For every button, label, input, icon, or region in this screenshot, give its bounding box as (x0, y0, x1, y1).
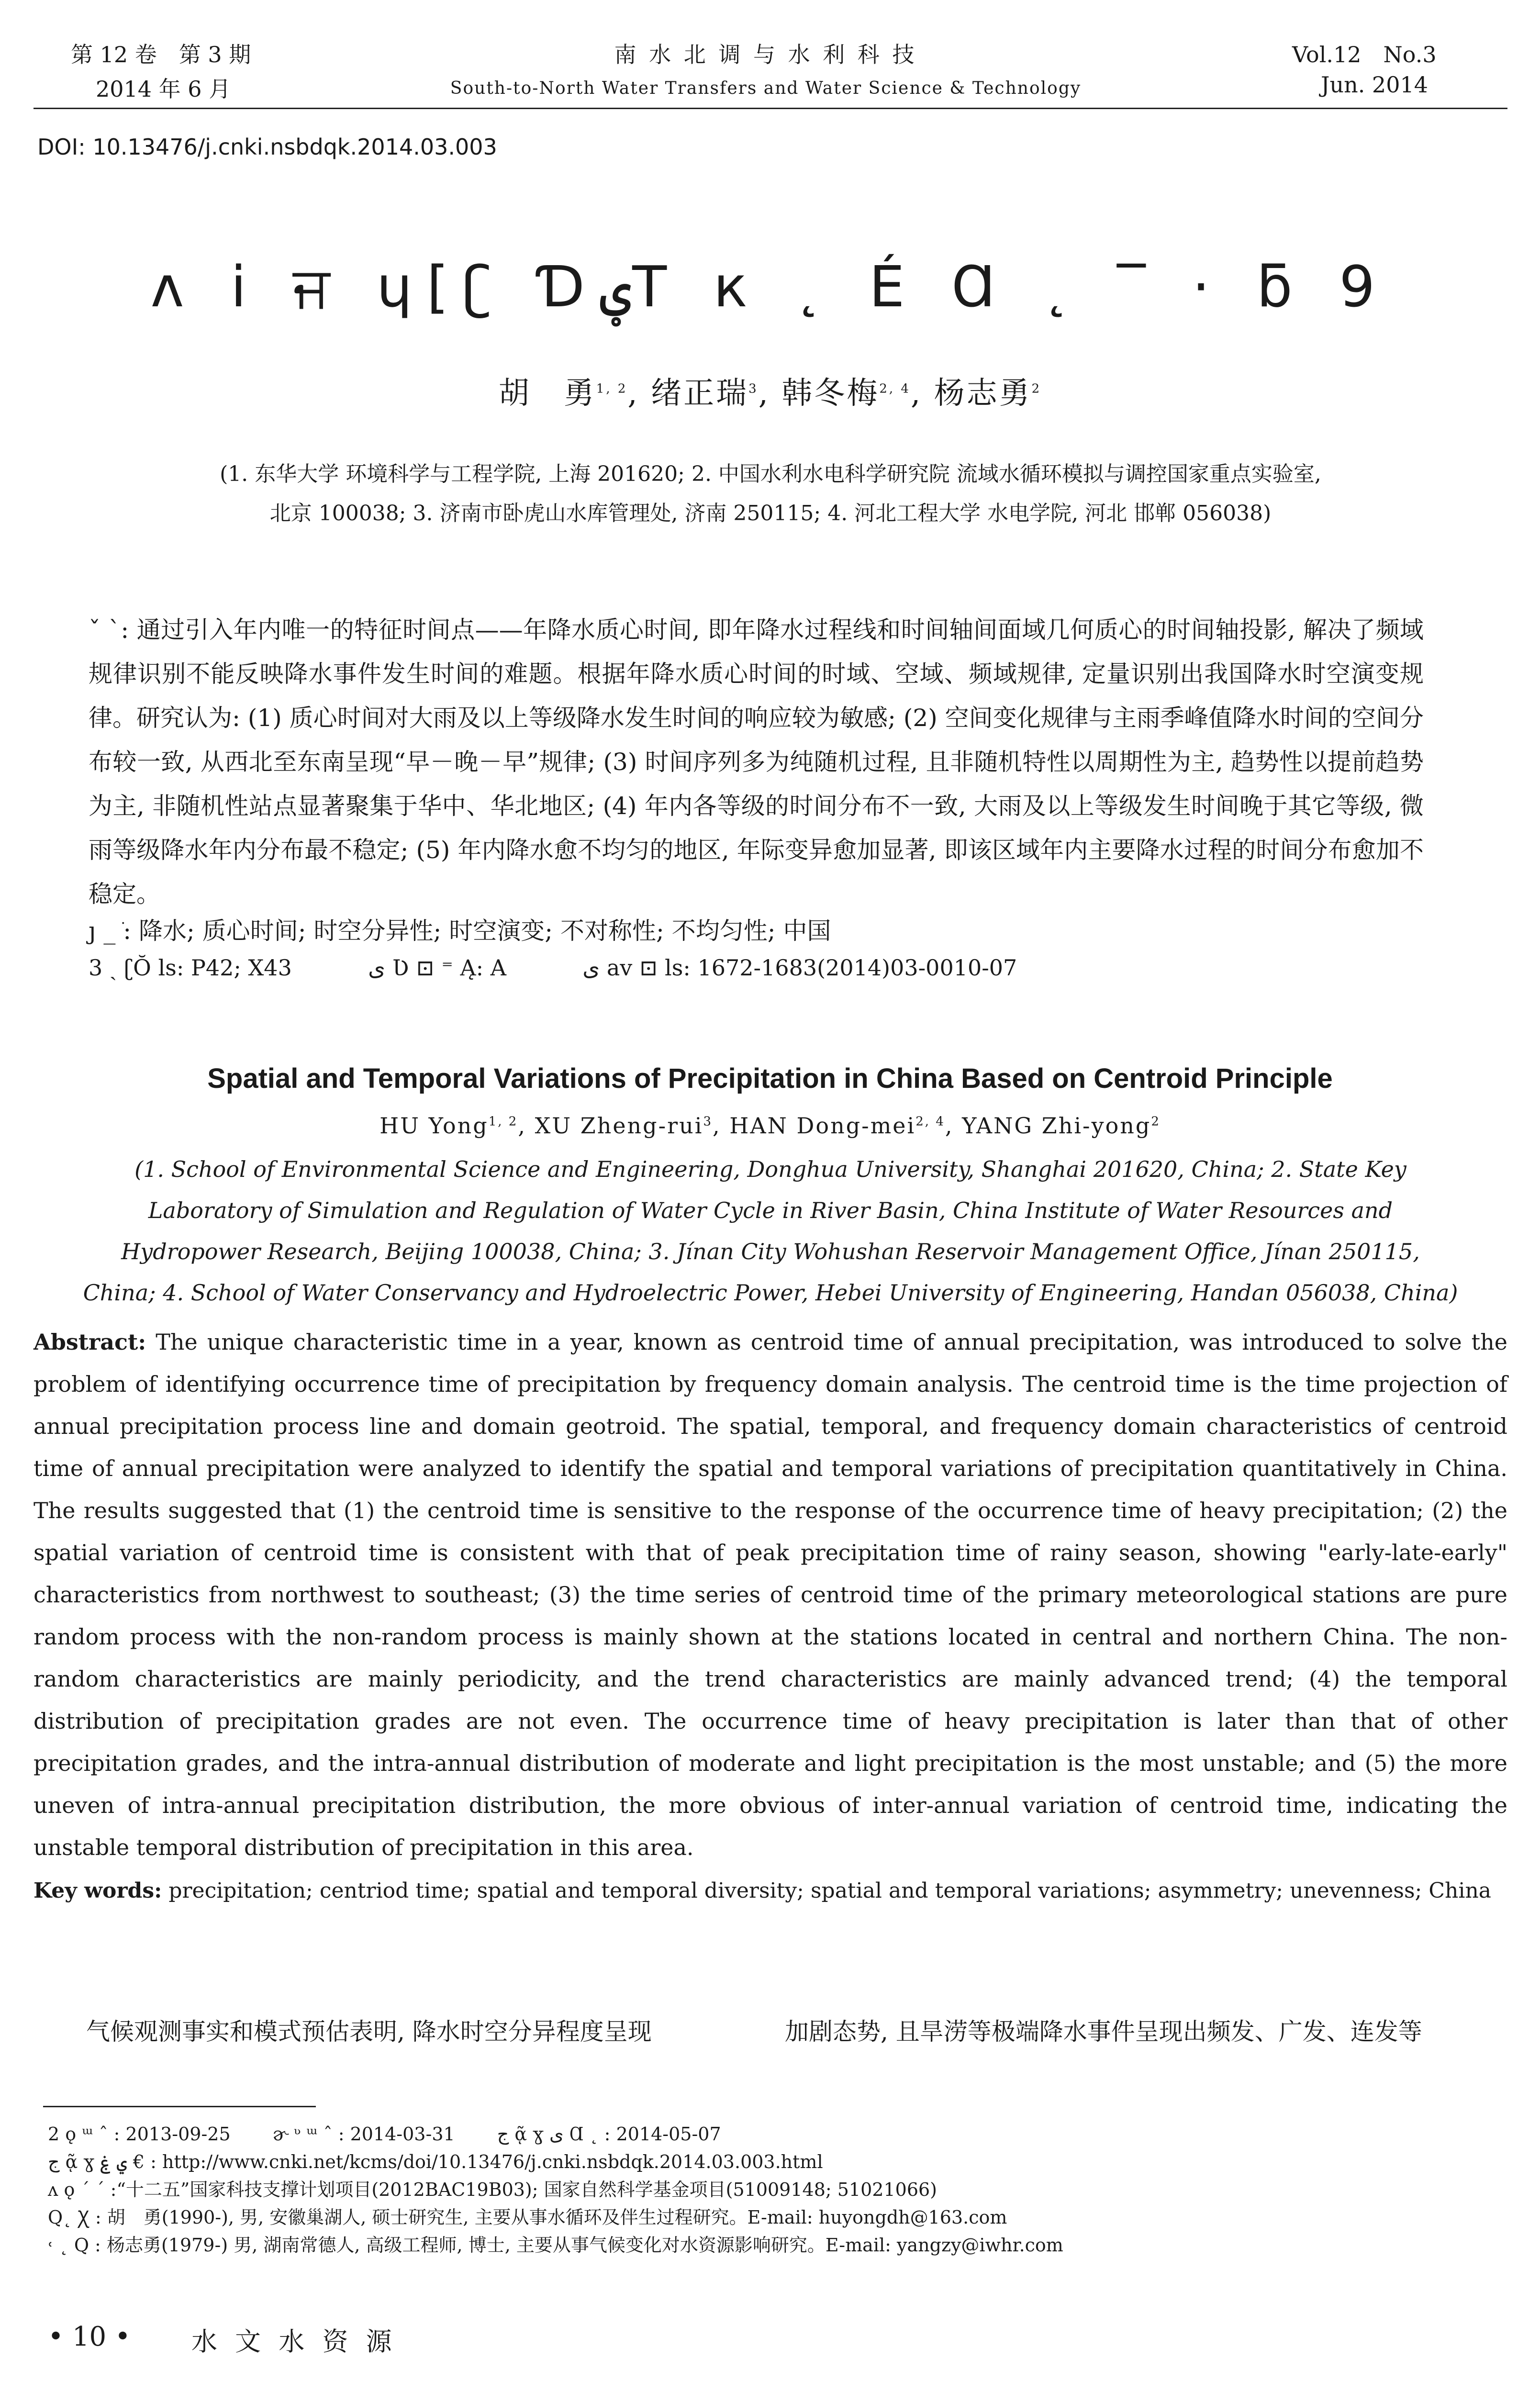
header-rule (33, 108, 1507, 109)
keywords-cn-label: ȷ _ ֺ (89, 917, 123, 945)
footnote-rule (43, 2106, 316, 2107)
body-left-column: 气候观测事实和模式预估表明, 降水时空分异程度呈现 (86, 2018, 652, 2046)
affiliations-en (29, 1149, 1512, 1313)
author-1: 胡 勇 (498, 376, 596, 411)
author-4-sup: 2 (1031, 381, 1042, 396)
author-2: , 绪正瑞 (627, 376, 749, 411)
affiliations-cn (29, 455, 1512, 533)
abstract-cn-text: : 通过引入年内唯一的特征时间点——年降水质心时间, 即年降水过程线和时间轴间面域几何质心的时间轴投影, 解决了频域规律识别不能反映降水事件发生时间的难题。根据年降水质心时间的时域、空域、频域规律, 定量识别出我国降水时空演变规律。研究认为: (1) 质心时间对大雨及以上等级降水发生时间的响应较为敏感; (2) 空间变化规律与主雨季峰值降水时间的空间分布较一致, 从西北至东南呈现“早－晚－早”规律; (3) 时间序列多为纯随机过程, 且非随机特性以周期性为主, 趋势性以提前趋势为主, 非随机性站点显著聚集于华中、华北地区; (4) 年内各等级的时间分布不一致, 大雨及以上等级发生时间晚于其它等级, 微雨等级降水年内分布最不稳定; (5) 年内降水愈不均匀的地区, 年际变异愈加显著, 即该区域年内主要降水过程的时间分布愈加不稳定。 (89, 616, 1424, 908)
affiliation-cn-line: (1. 东华大学 环境科学与工程学院, 上海 201620; 2. 中国水利水电科学研究院 流域水循环模拟与调控国家重点实验室, (220, 462, 1321, 486)
clc-value: : P42; X43 (176, 955, 292, 981)
header-volume: 第 12 卷 第 3 期 (71, 42, 251, 67)
header-journal-en: South-to-North Water Transfers and Water Science & Technology (450, 78, 1082, 98)
footer-journal-section: 水 文 水 资 源 (191, 2326, 397, 2357)
classification-line (89, 955, 1017, 981)
abstract-en-label: Abstract: (33, 1329, 146, 1355)
article-no-label: ی av ⊡ ls (582, 955, 683, 981)
doc-code-value: : A (476, 955, 506, 981)
author-en-4: , YANG Zhi-yong (945, 1113, 1151, 1139)
body-right-column: 加剧态势, 且旱涝等极端降水事件呈现出频发、广发、连发等 (785, 2018, 1422, 2046)
abstract-en (33, 1321, 1507, 1868)
authors-cn (0, 369, 1540, 413)
clc-label: 3 ˎ ʗŎ ls (89, 955, 177, 981)
article-title-cn: ʌ i ਜ ɥ[ʗ ƊؠT к ˛ É Ɑ ˛ ‾ · ƃ 9 (150, 254, 1390, 320)
footnote-author-bio: Q˛ Ꭓ : 胡 勇(1990-), 男, 安徽巢湖人, 硕士研究生, 主要从事水循环及伴生过程研究。E-mail: huyongdh@163.com (48, 2207, 1007, 2228)
author-en-1: HU Yong (379, 1113, 489, 1139)
author-en-2: , XU Zheng-rui (518, 1113, 703, 1139)
affiliation-en-line: Hydropower Research, Beijing 100038, China; 3. Jínan City Wohushan Reservoir Management Office, Jínan 250115, (121, 1239, 1420, 1264)
header-date-en: Jun. 2014 (1321, 72, 1428, 98)
affiliation-en-line: (1. School of Environmental Science and Engineering, Donghua University, Shanghai 201620, China; 2. State Key (134, 1156, 1406, 1182)
affiliation-en-line: China; 4. School of Water Conservancy and Hydroelectric Power, Hebei University of Engineering, Handan 056038, China) (83, 1280, 1458, 1306)
author-2-sup: 3 (748, 381, 759, 396)
author-en-1-sup: 1, 2 (488, 1114, 518, 1129)
keywords-cn-text: : 降水; 质心时间; 时空分异性; 时空演变; 不对称性; 不均匀性; 中国 (123, 917, 831, 945)
author-4: , 杨志勇 (910, 376, 1032, 411)
doc-code-label: ی Ʋ ⊡ ⁼ Ą (368, 955, 476, 981)
article-title-en: Spatial and Temporal Variations of Precipitation in China Based on Centroid Principle (207, 1063, 1333, 1094)
keywords-en-text: precipitation; centriod time; spatial and temporal diversity; spatial and temporal variations; asymmetry; unevenness; China (168, 1879, 1492, 1903)
footnotes (48, 2120, 1507, 2259)
page-number: • 10 • (48, 2321, 131, 2352)
keywords-en (33, 1879, 1491, 1903)
author-3: , 韩冬梅 (758, 376, 880, 411)
keywords-en-label: Key words: (33, 1879, 162, 1903)
author-en-3: , HAN Dong-mei (713, 1113, 916, 1139)
author-1-sup: 1, 2 (596, 381, 628, 396)
affiliation-en-line: Laboratory of Simulation and Regulation of Water Cycle in River Basin, China Institute of Water Resources and (148, 1197, 1393, 1223)
header-date: 2014 年 6 月 (96, 76, 231, 102)
footnote-funding: ʌ ǫ ˊ ˊ :“十二五”国家科技支撑计划项目(2012BAC19B03); 国家自然科学基金项目(51009148; 51021066) (48, 2179, 937, 2200)
keywords-cn (89, 912, 831, 946)
footnote-dates: 2 ǫ ᵚ ˆ : 2013-09-25 ɚ ᶹ ᵚ ˆ : 2014-03-31 ج ᾷ ɣ ی Ɑ ˛ : 2014-05-07 (48, 2124, 721, 2145)
author-3-sup: 2, 4 (879, 381, 911, 396)
article-no-value: : 1672-1683(2014)03-0010-07 (683, 955, 1017, 981)
footnote-url: ج ᾷ ɣ ي ۼ € : http://www.cnki.net/kcms/doi/10.13476/j.cnki.nsbdqk.2014.03.003.html (48, 2151, 823, 2172)
author-en-4-sup: 2 (1151, 1114, 1161, 1129)
footnote-corresponding-author: ˓ ˛ Q : 杨志勇(1979-) 男, 湖南常德人, 高级工程师, 博士, 主要从事气候变化对水资源影响研究。E-mail: yangzy@iwhr.com (48, 2235, 1063, 2256)
header-vol-en: Vol.12 No.3 (1292, 42, 1437, 67)
affiliation-cn-line: 北京 100038; 3. 济南市卧虎山水库管理处, 济南 250115; 4. 河北工程大学 水电学院, 河北 邯郸 056038) (269, 501, 1272, 526)
header-journal-cn: 南 水 北 调 与 水 利 科 技 (614, 42, 917, 67)
author-en-2-sup: 3 (703, 1114, 713, 1129)
author-en-3-sup: 2, 4 (915, 1114, 945, 1129)
abstract-cn-label: ˇ ˋ (89, 616, 121, 644)
authors-en (0, 1113, 1540, 1139)
abstract-en-text: The unique characteristic time in a year, known as centroid time of annual precipitation, was introduced to solve the problem of identifying occurrence time of precipitation by frequency domain analysis. The centroid time is the time projection of annual precipitation process line and domain geotroid. The spatial, temporal, and frequency domain characteristics of centroid time of annual precipitation were analyzed to identify the spatial and temporal variations of precipitation quantitatively in China. The results suggested that (1) the centroid time is sensitive to the response of the occurrence time of heavy precipitation; (2) the spatial variation of centroid time is consistent with that of peak precipitation time of rainy season, showing "early-late-early" characteristics from northwest to southeast; (3) the time series of centroid time of the primary meteorological stations are pure random process with the non-random process is mainly shown at the stations located in central and northern China. The non-random characteristics are mainly periodicity, and the trend characteristics are mainly advanced trend; (4) the temporal distribution of precipitation grades are not even. The occurrence time of heavy precipitation is later than that of other precipitation grades, and the intra-annual distribution of moderate and light precipitation is the most unstable; and (5) the more uneven of intra-annual precipitation distribution, the more obvious of inter-annual variation of centroid time, indicating the unstable temporal distribution of precipitation in this area. (33, 1329, 1507, 1860)
abstract-cn (89, 608, 1424, 916)
doi: DOI: 10.13476/j.cnki.nsbdqk.2014.03.003 (37, 134, 497, 160)
